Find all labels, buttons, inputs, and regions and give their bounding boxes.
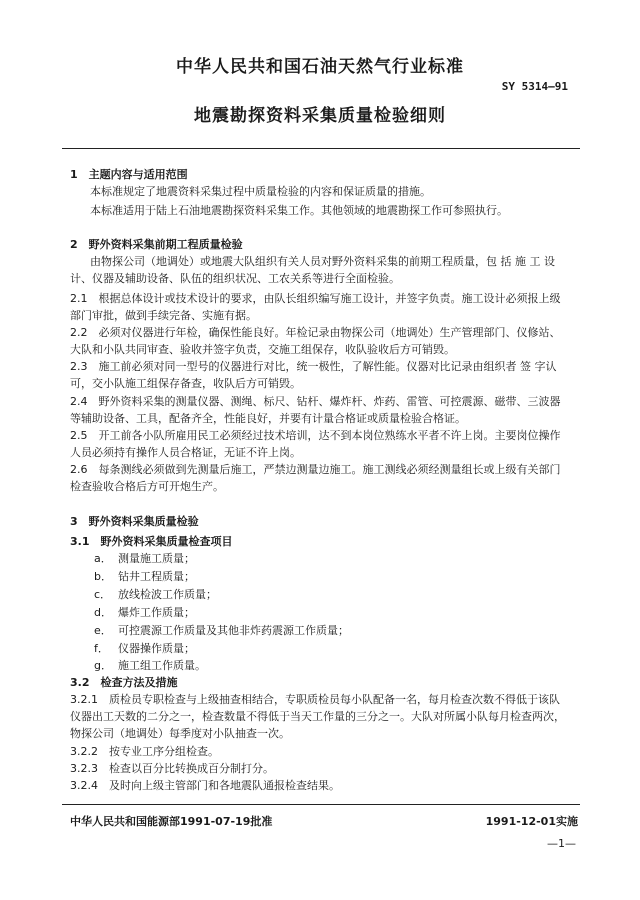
clause-2-2-line-1: 2.2 必须对仪器进行年检，确保性能良好。年检记录由物探公司（地调处）生产管理部门、仪修站、 [70, 326, 561, 339]
clause-2-5-line-1: 2.5 开工前各小队所雇用民工必须经过技术培训，达不到本岗位熟练水平者不许上岗。主要岗位操作 [70, 429, 561, 442]
clause-2-5-line-2: 人员必须持有操作人员合格证，无证不许上岗。 [70, 446, 301, 459]
clause-3-2-1-line-1: 3.2.1 质检员专职检查与上级抽查相结合，专职质检员每小队配备一名，每月检查次数不得低于该队 [70, 693, 560, 706]
document-title: 地震勘探资料采集质量检验细则 [194, 106, 446, 126]
check-item-label: f． [94, 642, 109, 655]
section-1-para-1: 本标准规定了地震资料采集过程中质量检验的内容和保证质量的措施。 [90, 185, 431, 198]
check-item-text: 施工组工作质量。 [118, 659, 206, 672]
clause-2-6-line-1: 2.6 每条测线必须做到先测量后施工，严禁边测量边施工。施工测线必须经测量组长或上级有关部门 [70, 463, 561, 476]
check-item-label: g． [94, 659, 112, 672]
clause-3-2-1-line-2: 仪器出工天数的二分之一，检查数量不得低于当天工作量的三分之一。大队对所属小队每月检查两次， [70, 710, 565, 723]
clause-2-6-line-2: 检查验收合格后方可开炮生产。 [70, 480, 224, 493]
clause-2-4-line-1: 2.4 野外资料采集的测量仪器、测绳、标尺、钻杆、爆炸杆、炸药、雷管、可控震源、磁带、三波器 [70, 395, 561, 408]
check-item-text: 钻井工程质量； [118, 570, 195, 583]
issuing-org-title: 中华人民共和国石油天然气行业标准 [176, 57, 464, 77]
header-rule [62, 148, 580, 149]
check-item-text: 可控震源工作质量及其他非炸药震源工作质量； [118, 624, 349, 637]
clause-2-1-line-2: 部门审批，做到手续完备、实施有据。 [70, 309, 257, 322]
clause-3-2-3: 3.2.3 检查以百分比转换成百分制打分。 [70, 762, 274, 775]
check-item-label: d． [94, 606, 112, 619]
section-2-intro-line-2: 计、仪器及辅助设备、队伍的组织状况、工农关系等进行全面检验。 [70, 272, 400, 285]
check-item-label: c． [94, 588, 112, 601]
clause-3-1-heading: 3.1 野外资料采集质量检查项目 [70, 535, 233, 548]
check-item-text: 测量施工质量； [118, 552, 195, 565]
approval-date: 中华人民共和国能源部1991-07-19批准 [70, 815, 273, 828]
check-item-label: e． [94, 624, 112, 637]
check-item-label: b． [94, 570, 112, 583]
clause-2-2-line-2: 大队和小队共同审查、验收并签字负责，交施工组保存，收队验收后方可销毁。 [70, 343, 455, 356]
section-1-heading: 1 主题内容与适用范围 [70, 168, 188, 181]
check-item-text: 仪器操作质量； [118, 642, 195, 655]
section-2-heading: 2 野外资料采集前期工程质量检验 [70, 238, 243, 251]
clause-3-2-4: 3.2.4 及时向上级主管部门和各地震队通报检查结果。 [70, 779, 340, 792]
footer-rule [62, 804, 580, 805]
clause-2-3-line-1: 2.3 施工前必须对同一型号的仪器进行对比，统一极性，了解性能。仪器对比记录由组织者 签 字认 [70, 360, 557, 373]
section-2-intro-line-1: 由物探公司（地调处）或地震大队组织有关人员对野外资料采集的前期工程质量，包 括 施 工 设 [90, 255, 555, 268]
clause-3-2-1-line-3: 物探公司（地调处）每季度对小队抽查一次。 [70, 727, 290, 740]
standard-code: SY 5314—91 [501, 80, 568, 93]
check-item-text: 放线检波工作质量； [118, 588, 217, 601]
clause-2-3-line-2: 可，交小队施工组保存备查，收队后方可销毁。 [70, 377, 301, 390]
check-item-label: a． [94, 552, 112, 565]
clause-2-4-line-2: 等辅助设备、工具，配备齐全，性能良好，并要有计量合格证或质量检验合格证。 [70, 412, 466, 425]
section-3-heading: 3 野外资料采集质量检验 [70, 515, 199, 528]
section-1-para-2: 本标准适用于陆上石油地震勘探资料采集工作。其他领域的地震勘探工作可参照执行。 [90, 204, 508, 217]
clause-2-1-line-1: 2.1 根据总体设计或技术设计的要求，由队长组织编写施工设计，并签字负责。施工设计必须报上级 [70, 292, 561, 305]
page-number: —1— [547, 837, 576, 850]
check-item-text: 爆炸工作质量； [118, 606, 195, 619]
clause-3-2-2: 3.2.2 按专业工序分组检查。 [70, 745, 219, 758]
implementation-date: 1991-12-01实施 [485, 815, 578, 828]
clause-3-2-heading: 3.2 检查方法及措施 [70, 676, 178, 689]
